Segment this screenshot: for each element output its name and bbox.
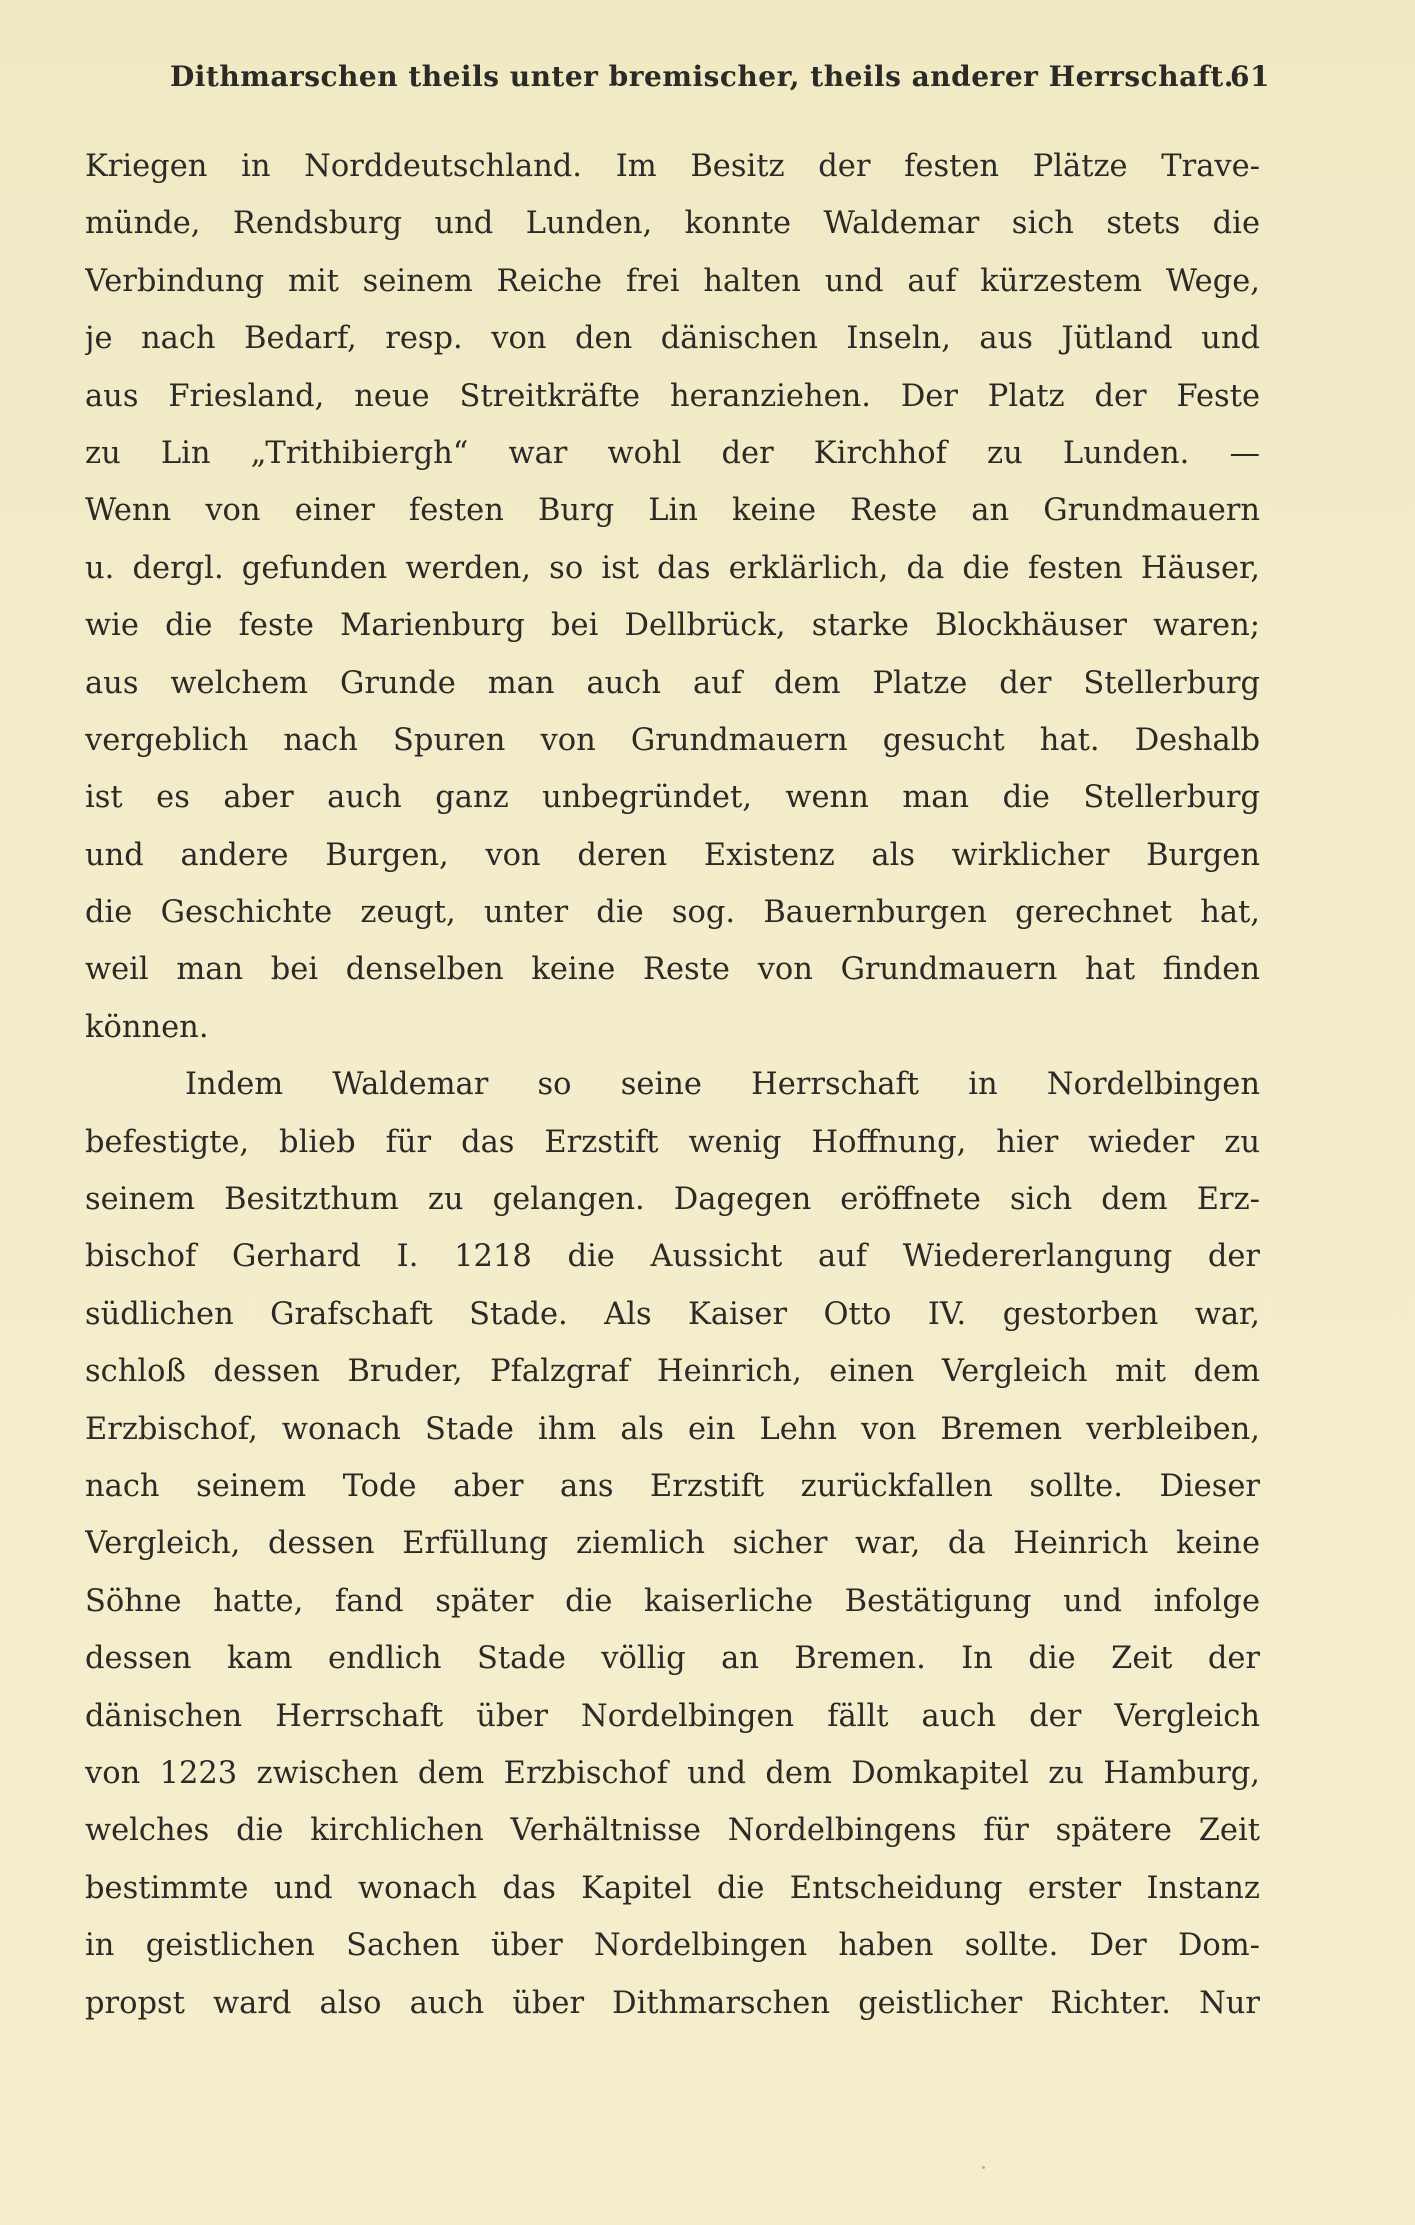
text-line: dessen kam endlich Stade völlig an Bremen. In die Zeit der xyxy=(85,1641,1260,1677)
text-line: und andere Burgen, von deren Existenz als wirklicher Burgen xyxy=(85,837,1260,873)
text-line: Wenn von einer festen Burg Lin keine Reste an Grundmauern xyxy=(85,493,1260,529)
text-line: bischof Gerhard I. 1218 die Aussicht auf Wiedererlangung der xyxy=(85,1239,1260,1275)
text-line: bestimmte und wonach das Kapitel die Entscheidung erster Instanz xyxy=(85,1870,1260,1906)
paragraph-end-line: können. xyxy=(85,1009,209,1045)
text-line: dänischen Herrschaft über Nordelbingen fällt auch der Vergleich xyxy=(85,1698,1260,1734)
text-line: ist es aber auch ganz unbegründet, wenn man die Stellerburg xyxy=(85,780,1260,816)
text-line: in geistlichen Sachen über Nordelbingen haben sollte. Der Dom- xyxy=(85,1928,1260,1964)
running-head xyxy=(160,60,1270,110)
text-line: propst ward also auch über Dithmarschen geistlicher Richter. Nur xyxy=(85,1985,1260,2021)
text-line: schloß dessen Bruder, Pfalzgraf Heinrich, einen Vergleich mit dem xyxy=(85,1354,1260,1390)
text-line: befestigte, blieb für das Erzstift wenig Hoffnung, hier wieder zu xyxy=(85,1124,1260,1160)
text-line: Erzbischof, wonach Stade ihm als ein Lehn von Bremen verbleiben, xyxy=(85,1411,1260,1447)
text-line: Kriegen in Norddeutschland. Im Besitz der festen Plätze Trave- xyxy=(85,149,1260,184)
text-line: u. dergl. gefunden werden, so ist das erklärlich, da die festen Häuser, xyxy=(85,550,1260,586)
text-line: wie die feste Marienburg bei Dellbrück, starke Blockhäuser waren; xyxy=(85,608,1260,644)
text-line: nach seinem Tode aber ans Erzstift zurückfallen sollte. Dieser xyxy=(85,1468,1260,1504)
text-line: welches die kirchlichen Verhältnisse Nordelbingens für spätere Zeit xyxy=(85,1813,1260,1849)
body-text xyxy=(85,138,1260,2032)
running-head-title: Dithmarschen theils unter bremischer, theils anderer Herrschaft. xyxy=(170,60,1234,93)
text-line: Söhne hatte, fand später die kaiserliche Bestätigung und infolge xyxy=(85,1583,1260,1619)
paper-speck xyxy=(982,2166,985,2169)
text-line: je nach Bedarf, resp. von den dänischen Inseln, aus Jütland und xyxy=(85,321,1260,357)
text-line: münde, Rendsburg und Lunden, konnte Waldemar sich stets die xyxy=(85,206,1260,242)
text-line: zu Lin „Trithibiergh“ war wohl der Kirchhof zu Lunden. — xyxy=(85,435,1260,471)
text-line: südlichen Grafschaft Stade. Als Kaiser Otto IV. gestorben war, xyxy=(85,1296,1260,1332)
page-number: 61 xyxy=(1230,60,1270,93)
text-line: seinem Besitzthum zu gelangen. Dagegen eröffnete sich dem Erz- xyxy=(85,1182,1260,1218)
text-line: aus Friesland, neue Streitkräfte heranziehen. Der Platz der Feste xyxy=(85,378,1260,414)
text-line: weil man bei denselben keine Reste von Grundmauern hat finden xyxy=(85,952,1260,988)
text-line: vergeblich nach Spuren von Grundmauern gesucht hat. Deshalb xyxy=(85,722,1260,758)
text-line: Vergleich, dessen Erfüllung ziemlich sicher war, da Heinrich keine xyxy=(85,1526,1260,1562)
paragraph-start-line: Indem Waldemar so seine Herrschaft in Nordelbingen xyxy=(185,1067,1260,1103)
text-line: von 1223 zwischen dem Erzbischof und dem Domkapitel zu Hamburg, xyxy=(85,1755,1260,1791)
text-line: aus welchem Grunde man auch auf dem Platze der Stellerburg xyxy=(85,665,1260,701)
text-line: Verbindung mit seinem Reiche frei halten und auf kürzestem Wege, xyxy=(85,263,1260,299)
text-line: die Geschichte zeugt, unter die sog. Bauernburgen gerechnet hat, xyxy=(85,895,1260,931)
